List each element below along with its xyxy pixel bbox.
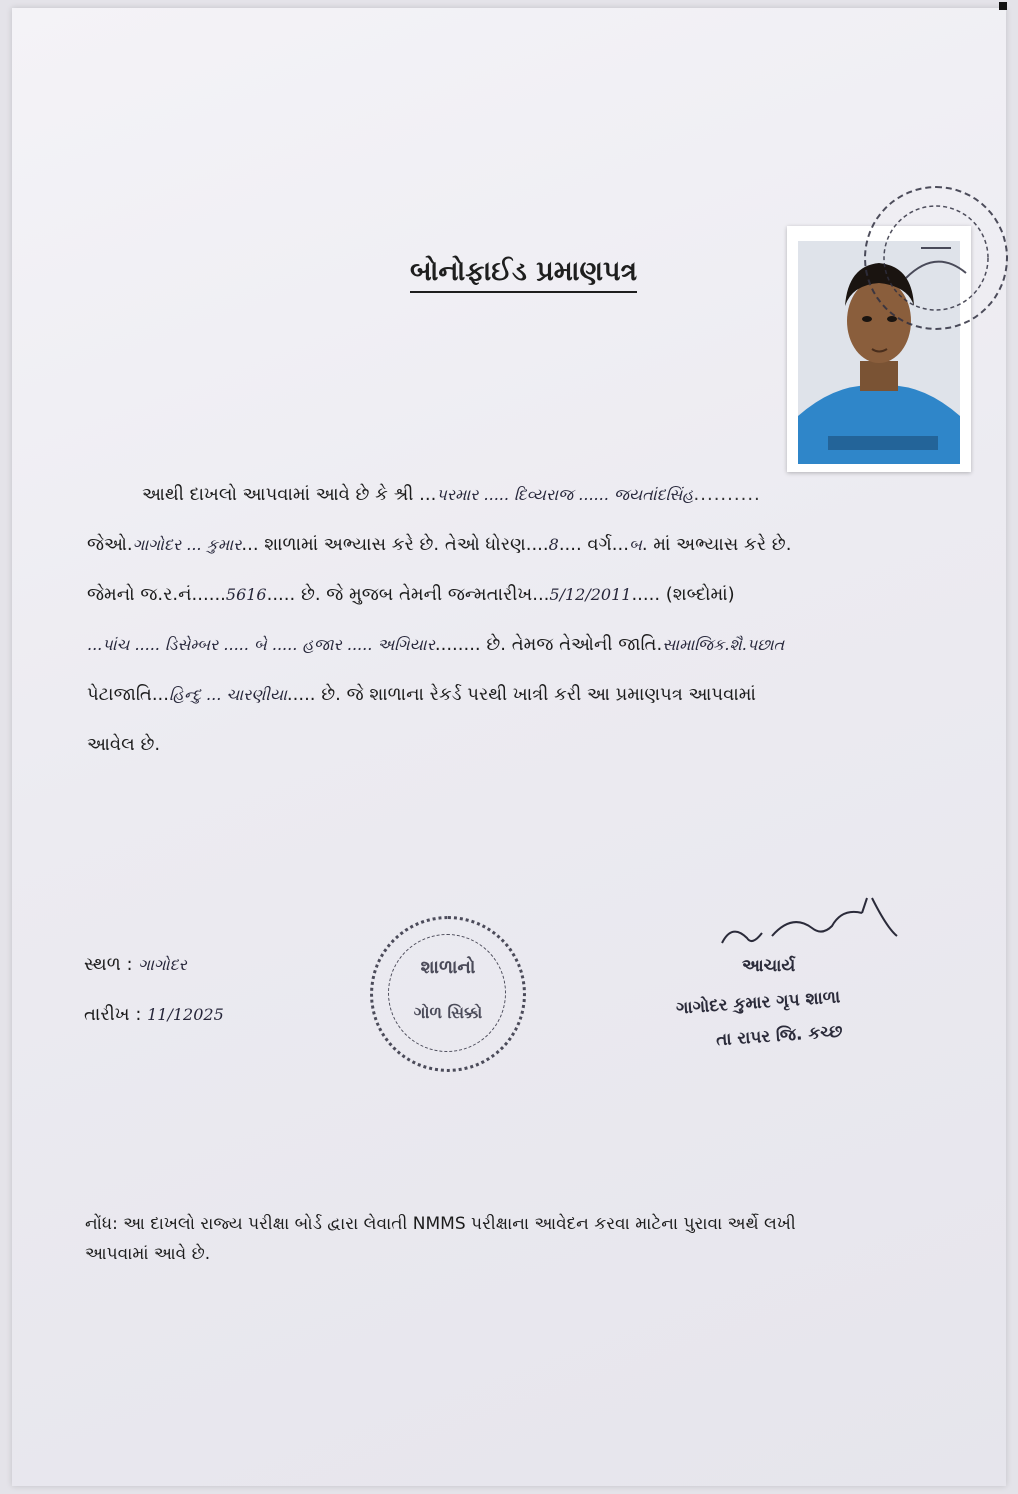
student-name: પરમાર ..... દિવ્યરાજ ...... જયતાંદસિંહ bbox=[436, 485, 694, 504]
place-label: સ્થળ : bbox=[84, 954, 133, 975]
note-line-1: નોંધ: આ દાખલો રાજ્ય પરીક્ષા બોર્ડ દ્વારા લેવાતી NMMS પરીક્ષાના આવેદન કરવા માટેના પુરાવા અર્થે લખી bbox=[85, 1214, 796, 1234]
place-value: ગાગોદર bbox=[138, 955, 187, 974]
body-line-6: આવેલ છે. bbox=[87, 734, 161, 755]
seal-line-2: ગોળ સિક્કો bbox=[413, 1003, 483, 1022]
division-value: બ bbox=[628, 535, 642, 554]
body-line-4 bbox=[87, 634, 784, 655]
corner-mark bbox=[999, 2, 1007, 10]
certificate-page bbox=[12, 8, 1006, 1486]
body-line-4-middle: ........ છે. તેમજ તેઓની જાતિ. bbox=[434, 634, 663, 655]
body-line-5-prefix: પેટાજાતિ... bbox=[87, 684, 169, 705]
place-row bbox=[84, 954, 187, 975]
signature-role: આચાર્ય bbox=[742, 956, 796, 976]
body-line-3 bbox=[87, 584, 735, 605]
school-name: ગાગોદર ... કુમાર bbox=[132, 535, 242, 554]
school-round-seal bbox=[370, 916, 526, 1072]
subcaste-value: હિન્દુ ... ચારણીયા bbox=[168, 685, 287, 704]
body-line-2-middle2: .... વર્ગ... bbox=[558, 534, 629, 555]
body-line-2-suffix: . માં અભ્યાસ કરે છે. bbox=[641, 534, 792, 555]
signature-district: તા રાપર જિ. કચ્છ bbox=[715, 1021, 844, 1051]
date-row bbox=[84, 1004, 224, 1025]
birth-date-words: ...પાંચ ..... ડિસેમ્બર ..... બે ..... હજાર ..... અગિયાર bbox=[87, 635, 435, 654]
body-line-2-prefix: જેઓ. bbox=[87, 534, 133, 555]
school-seal-top bbox=[864, 186, 1008, 330]
body-line-1: આથી દાખલો આપવામાં આવે છે કે શ્રી ...પરમાર ..... દિવ્યરાજ ...... જયતાંદસિંહ.......... bbox=[142, 484, 761, 505]
body-line-5-suffix: ..... છે. જે શાળાના રેકર્ડ પરથી ખાત્રી કરી આ પ્રમાણપત્ર આપવામાં bbox=[286, 684, 756, 705]
date-value: 11/12025 bbox=[147, 1005, 224, 1024]
signature-school: ગાગોદર કુમાર ગૃપ શાળા bbox=[675, 987, 841, 1019]
seal-line-1: શાળાનો bbox=[420, 957, 476, 978]
caste-value: સામાજિક.શૈ.પછાત bbox=[662, 635, 785, 654]
principal-signature bbox=[712, 888, 912, 958]
body-line-1-prefix: આથી દાખલો આપવામાં આવે છે કે શ્રી ... bbox=[142, 484, 437, 505]
body-line-5 bbox=[87, 684, 756, 705]
date-label: તારીખ : bbox=[84, 1004, 142, 1025]
body-line-3-prefix: જેમનો જ.ર.નં...... bbox=[87, 584, 226, 605]
note-line-2: આપવામાં આવે છે. bbox=[85, 1244, 211, 1264]
birth-date: 5/12/2011 bbox=[549, 585, 632, 604]
certificate-title: બોનોફાઈડ પ્રમાણપત્ર bbox=[410, 256, 637, 293]
standard-value: 8 bbox=[548, 535, 559, 554]
body-line-2-middle: ... શાળામાં અભ્યાસ કરે છે. તેઓ ધોરણ.... bbox=[241, 534, 549, 555]
gr-number: 5616 bbox=[225, 585, 267, 604]
body-line-3-middle: ..... છે. જે મુજબ તેમની જન્મતારીખ... bbox=[266, 584, 550, 605]
body-line-2 bbox=[87, 534, 791, 555]
body-line-3-suffix: ..... (શબ્દોમાં) bbox=[631, 584, 735, 605]
